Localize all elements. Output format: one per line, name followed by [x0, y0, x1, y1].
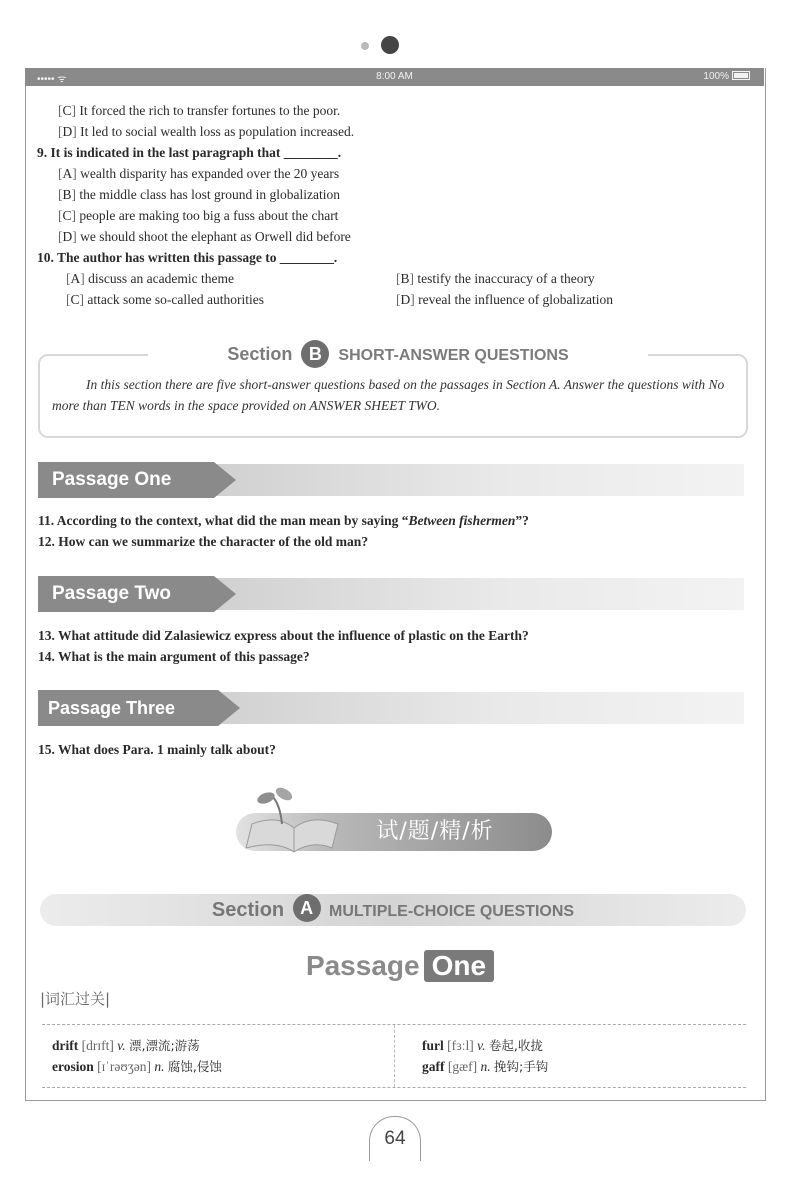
- question-15: [38, 741, 276, 758]
- option-letter: D: [62, 229, 73, 244]
- analysis-banner-text: 试/题/精/析: [376, 819, 494, 844]
- vocab-word: drift: [52, 1038, 79, 1053]
- q10-option-b[interactable]: [B] testify the inaccuracy of a theory: [396, 271, 595, 286]
- vocab-pos: n.: [154, 1059, 165, 1074]
- question-number: 12.: [38, 534, 55, 549]
- section-b-instructions: In this section there are five short-answer questions based on the passages in Section A. Answer the questions with No more than TEN words in the space provided on ANSWER SHEET TWO.: [52, 377, 725, 413]
- vocab-item-furl: [422, 1036, 543, 1054]
- vocab-ipa: [gæf]: [447, 1059, 478, 1074]
- option-text: people are making too big a fuss about the chart: [79, 208, 339, 223]
- battery-percent: 100%: [703, 71, 729, 82]
- vocab-item-drift: [52, 1036, 200, 1054]
- page-number: 64: [369, 1116, 421, 1161]
- vocab-ipa: [ɪˈrəʊʒən]: [97, 1059, 152, 1074]
- section-title: SHORT-ANSWER QUESTIONS: [338, 347, 569, 364]
- question-text: According to the context, what did the man mean by saying “: [56, 513, 409, 528]
- question-text-end: ”?: [515, 513, 529, 528]
- question-number: 13.: [38, 628, 55, 643]
- q10-option-c[interactable]: [C] attack some so-called authorities: [66, 292, 264, 307]
- option-text: wealth disparity has expanded over the 20 years: [80, 166, 340, 181]
- option-text: attack some so-called authorities: [87, 292, 264, 307]
- q9-option-d[interactable]: [D] we should shoot the elephant as Orwell did before: [58, 229, 351, 244]
- vocab-item-erosion: [52, 1057, 222, 1075]
- arrow-shape: [214, 576, 236, 612]
- passage-label: Passage One: [38, 462, 214, 498]
- option-letter: D: [62, 124, 73, 139]
- vocab-meaning: 漂,漂流;游荡: [128, 1038, 200, 1053]
- passage-word: Passage: [305, 950, 420, 981]
- question-13: [38, 627, 529, 644]
- vocab-word: furl: [422, 1038, 444, 1053]
- option-letter: A: [62, 166, 73, 181]
- passage-label: Passage Two: [38, 576, 214, 612]
- camera-dot-small: [361, 42, 369, 50]
- band-stripe: [198, 464, 744, 496]
- option-text: testify the inaccuracy of a theory: [417, 271, 595, 286]
- section-title: MULTIPLE-CHOICE QUESTIONS: [329, 903, 575, 920]
- q10-option-d[interactable]: [D] reveal the influence of globalization: [396, 292, 614, 307]
- vocab-word: erosion: [52, 1059, 94, 1074]
- vocab-ipa: [fɜːl]: [447, 1038, 474, 1053]
- vocabulary-heading: |词汇过关|: [40, 990, 111, 1008]
- vocabulary-box: [42, 1024, 746, 1088]
- question-number: 11.: [38, 513, 55, 528]
- vocab-pos: v.: [477, 1038, 486, 1053]
- question-10-stem: 10. The author has written this passage to ________.: [37, 250, 338, 265]
- vocab-meaning: 腐蚀,侵蚀: [167, 1059, 222, 1074]
- section-letter-badge: A: [293, 894, 321, 922]
- option-text: It led to social wealth loss as population increased.: [80, 124, 355, 139]
- vocab-meaning: 卷起,收拢: [488, 1038, 543, 1053]
- section-b-heading: [148, 340, 648, 368]
- question-number: 14.: [38, 649, 55, 664]
- vocab-pos: v.: [117, 1038, 126, 1053]
- band-stripe: [198, 692, 744, 724]
- camera-lens: [381, 36, 399, 54]
- passage-two-band: [38, 576, 746, 612]
- option-letter: B: [62, 187, 72, 202]
- option-letter: A: [70, 271, 81, 286]
- passage-heading: [0, 950, 800, 982]
- question-number: 15.: [38, 742, 55, 757]
- question-12: [38, 533, 368, 550]
- section-word: Section: [211, 899, 285, 921]
- q10-option-a[interactable]: [A] discuss an academic theme: [66, 271, 234, 286]
- option-text: we should shoot the elephant as Orwell did before: [80, 229, 351, 244]
- question-9-stem: 9. It is indicated in the last paragraph that ________.: [37, 145, 342, 160]
- option-letter: D: [400, 292, 411, 307]
- battery-indicator: [703, 71, 750, 82]
- battery-icon: [732, 71, 750, 80]
- question-text: What is the main argument of this passage?: [58, 649, 310, 664]
- vocab-ipa: [drɪft]: [81, 1038, 114, 1053]
- vocab-divider: [394, 1025, 395, 1087]
- option-text: the middle class has lost ground in globalization: [79, 187, 340, 202]
- option-letter: C: [70, 292, 80, 307]
- question-text: What does Para. 1 mainly talk about?: [58, 742, 276, 757]
- q9-option-a[interactable]: [A] wealth disparity has expanded over the 20 years: [58, 166, 340, 181]
- option-text: discuss an academic theme: [88, 271, 234, 286]
- vocab-item-gaff: [422, 1057, 548, 1075]
- arrow-shape: [218, 690, 240, 726]
- passage-number-badge: One: [424, 950, 494, 982]
- passage-one-band: [38, 462, 746, 498]
- device-camera: [0, 36, 800, 54]
- clock: 8:00 AM: [376, 71, 413, 82]
- passage-label: Passage Three: [38, 690, 218, 726]
- option-letter: C: [62, 103, 72, 118]
- question-text: What attitude did Zalasiewicz express about the influence of plastic on the Earth?: [58, 628, 529, 643]
- vocab-meaning: 挽钩;手钩: [494, 1059, 549, 1074]
- vocab-word: gaff: [422, 1059, 445, 1074]
- band-stripe: [198, 578, 744, 610]
- option-letter: B: [400, 271, 410, 286]
- question-emphasis: Between fishermen: [408, 513, 516, 528]
- passage-three-band: [38, 690, 746, 726]
- option-text: reveal the influence of globalization: [418, 292, 614, 307]
- question-text: How can we summarize the character of the old man?: [58, 534, 369, 549]
- vocab-pos: n.: [480, 1059, 491, 1074]
- option-prev-d[interactable]: [D] It led to social wealth loss as population increased.: [58, 124, 355, 139]
- option-text: It forced the rich to transfer fortunes to the poor.: [79, 103, 341, 118]
- question-11: [38, 512, 529, 529]
- q9-option-b[interactable]: [B] the middle class has lost ground in globalization: [58, 187, 340, 202]
- q9-option-c[interactable]: [C] people are making too big a fuss about the chart: [58, 208, 339, 223]
- section-word: Section: [227, 344, 293, 364]
- option-letter: C: [62, 208, 72, 223]
- section-letter-badge: B: [301, 340, 329, 368]
- question-14: [38, 648, 310, 665]
- status-bar: [25, 68, 764, 86]
- option-prev-c[interactable]: [C] It forced the rich to transfer fortunes to the poor.: [58, 103, 341, 118]
- section-a-heading: [40, 894, 746, 926]
- arrow-shape: [214, 462, 236, 498]
- open-book-sprout-icon: [242, 784, 342, 856]
- signal-wifi-indicator: ••••• ᯤ: [37, 74, 67, 85]
